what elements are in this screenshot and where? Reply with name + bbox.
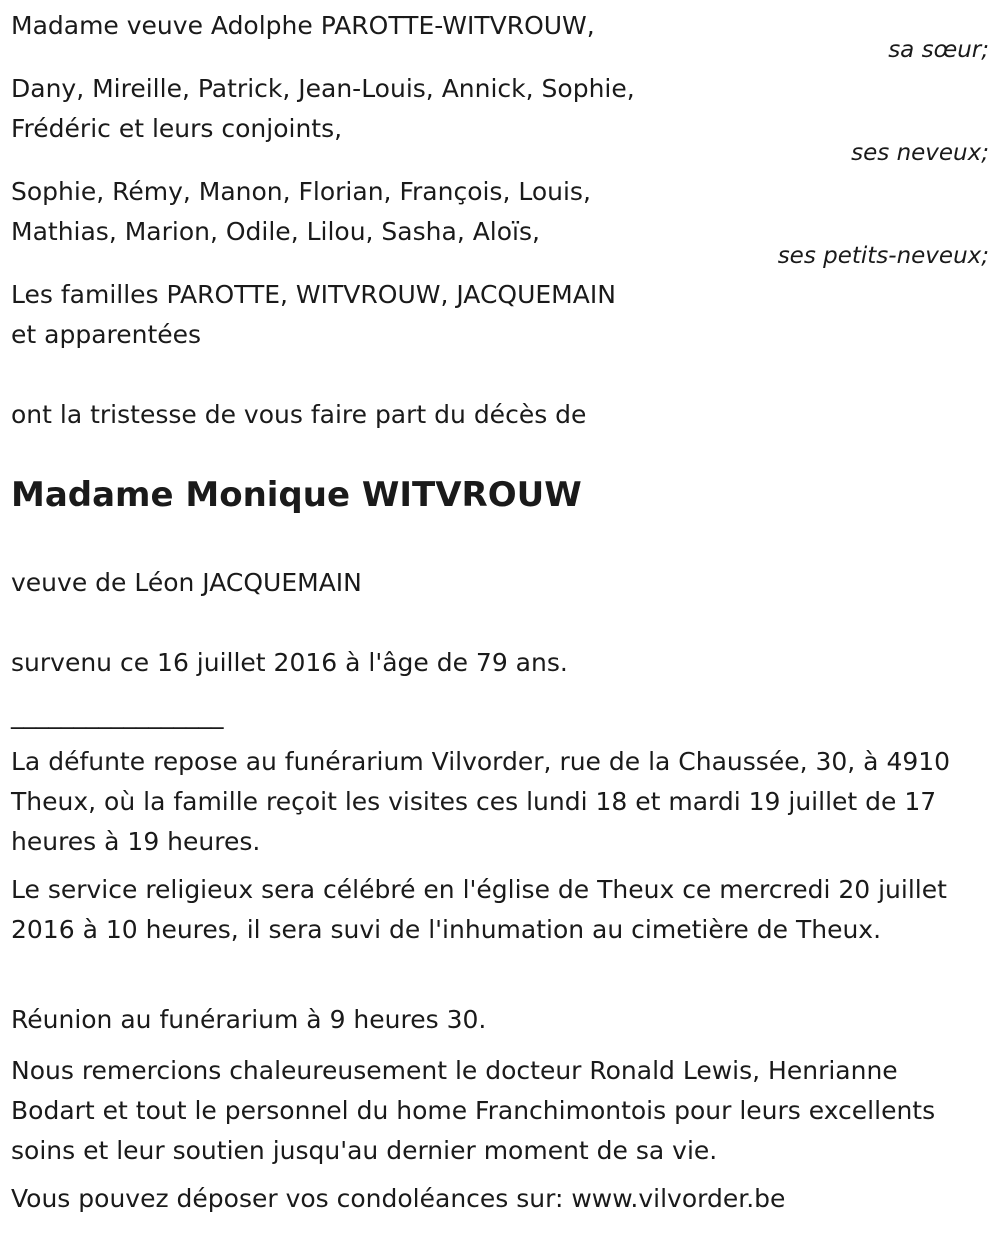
family-group-sister bbox=[11, 6, 971, 46]
paragraph-thanks: Nous remercions chaleureusement le docteur Ronald Lewis, Henrianne Bodart et tout le personnel du home Franchimontois pour leurs excellents soins et leur soutien jusqu'au dernier moment de sa vie. bbox=[11, 1056, 936, 1165]
death-info-text: survenu ce 16 juillet 2016 à l'âge de 79 ans. bbox=[11, 648, 568, 677]
relation-label-nephews: ses neveux; bbox=[851, 140, 989, 166]
widow-of-text: veuve de Léon JACQUEMAIN bbox=[11, 568, 362, 597]
family-line: Les familles PAROTTE, WITVROUW, JACQUEMAIN bbox=[11, 280, 616, 309]
family-line: Mathias, Marion, Odile, Lilou, Sasha, Aloïs, bbox=[11, 217, 540, 246]
paragraph-meeting: Réunion au funérarium à 9 heures 30. bbox=[11, 1005, 487, 1034]
family-group-relatives bbox=[11, 275, 971, 355]
family-line: Frédéric et leurs conjoints, bbox=[11, 114, 343, 143]
announcement-text: ont la tristesse de vous faire part du décès de bbox=[11, 400, 587, 429]
relation-label-grand-nephews: ses petits-neveux; bbox=[777, 243, 989, 269]
family-group-nephews bbox=[11, 69, 971, 149]
paragraph-condolences: Vous pouvez déposer vos condoléances sur: www.vilvorder.be bbox=[11, 1184, 786, 1213]
relation-label-sister: sa sœur; bbox=[888, 37, 989, 63]
family-line: et apparentées bbox=[11, 320, 202, 349]
paragraph-viewing: La défunte repose au funérarium Vilvorder, rue de la Chaussée, 30, à 4910 Theux, où la famille reçoit les visites ces lundi 18 et mardi 19 juillet de 17 heures à 19 heures. bbox=[11, 747, 951, 856]
family-line: Sophie, Rémy, Manon, Florian, François, Louis, bbox=[11, 177, 591, 206]
separator-line: _________________ bbox=[11, 700, 224, 729]
deceased-name: Madame Monique WITVROUW bbox=[11, 475, 582, 515]
family-line: Dany, Mireille, Patrick, Jean-Louis, Annick, Sophie, bbox=[11, 74, 635, 103]
family-line: Madame veuve Adolphe PAROTTE-WITVROUW, bbox=[11, 11, 595, 40]
paragraph-service: Le service religieux sera célébré en l'église de Theux ce mercredi 20 juillet 2016 à 10 heures, il sera suvi de l'inhumation au cimetière de Theux. bbox=[11, 875, 947, 944]
